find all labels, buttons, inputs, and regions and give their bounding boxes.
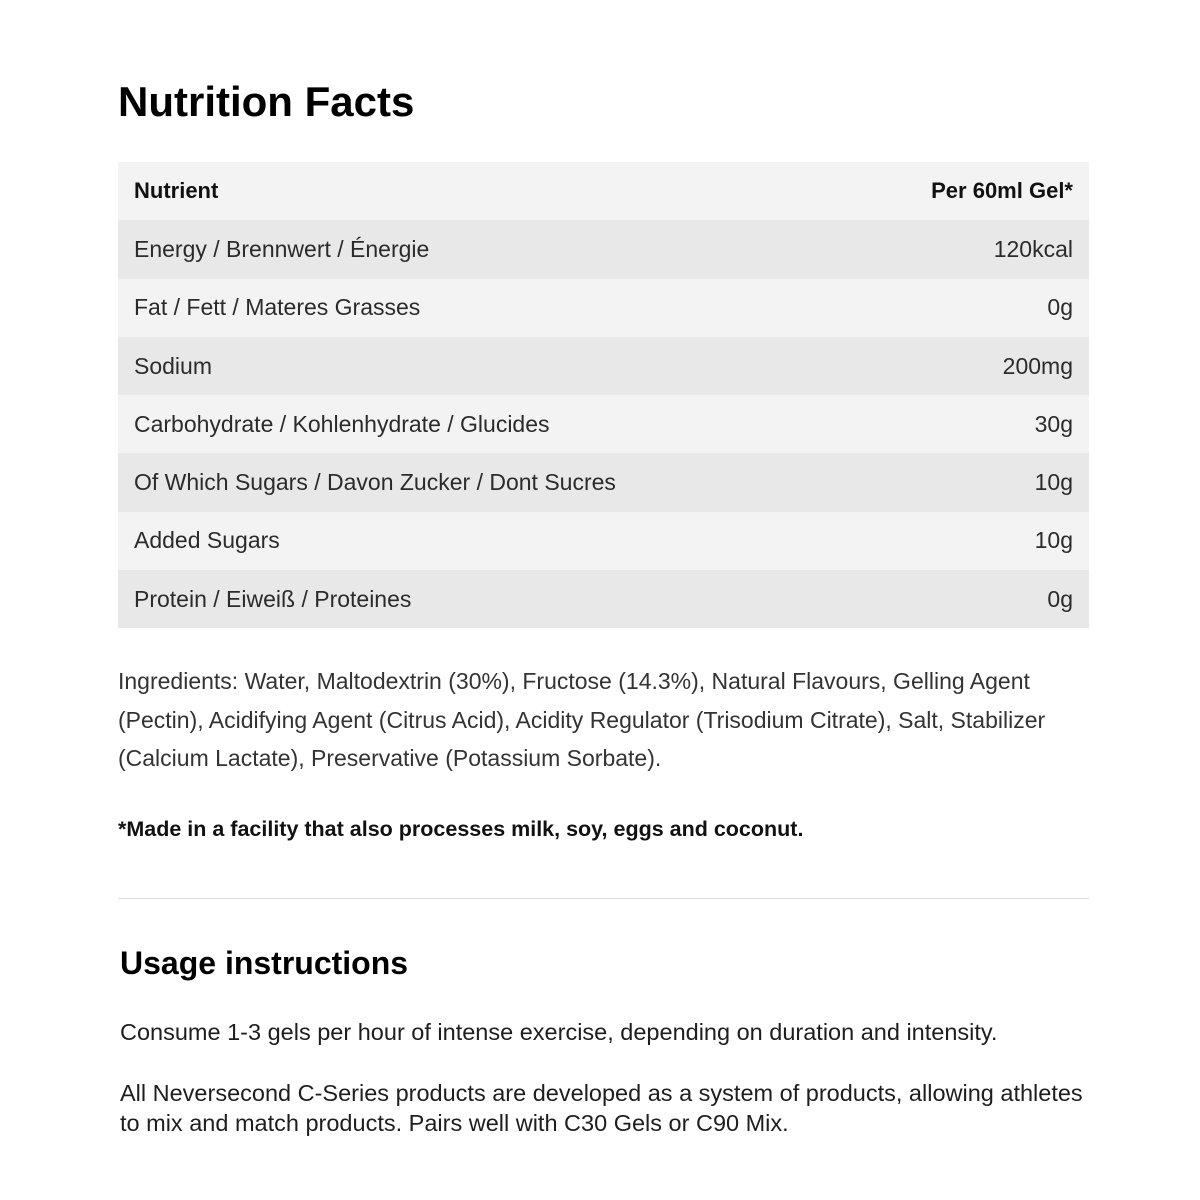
usage-paragraph-2: All Neversecond C-Series products are developed as a system of products, allowing athletes to mix and match products. Pairs well with C30 Gels or C90 Mix. [120, 1080, 1083, 1136]
table-row [118, 395, 1089, 453]
nutrient-value: 200mg [1002, 352, 1073, 379]
table-header-row [118, 162, 1089, 220]
ingredients-text: Ingredients: Water, Maltodextrin (30%), Fructose (14.3%), Natural Flavours, Gelling Agent (Pectin), Acidifying Agent (Citrus Acid), Acidity Regulator (Trisodium Citrate), Salt, Stabilizer (Calcium Lactate), Preservative (Potassium Sorbate). [118, 668, 1046, 771]
column-header-nutrient: Nutrient [134, 178, 219, 204]
nutrient-value: 0g [1047, 585, 1073, 612]
nutrient-value: 0g [1047, 294, 1073, 321]
nutrition-table [118, 162, 1089, 628]
page-title: Nutrition Facts [118, 78, 415, 125]
nutrient-name: Energy / Brennwert / Énergie [134, 235, 430, 262]
nutrient-value: 10g [1034, 527, 1073, 554]
nutrient-value: 120kcal [993, 235, 1073, 262]
nutrient-name: Sodium [134, 352, 212, 379]
nutrient-value: 30g [1034, 410, 1073, 437]
table-row [118, 337, 1089, 395]
nutrient-name: Carbohydrate / Kohlenhydrate / Glucides [134, 410, 550, 437]
nutrient-name: Of Which Sugars / Davon Zucker / Dont Sucres [134, 469, 616, 496]
nutrient-name: Fat / Fett / Materes Grasses [134, 294, 421, 321]
usage-paragraph-1: Consume 1-3 gels per hour of intense exercise, depending on duration and intensity. [120, 1019, 998, 1045]
table-row [118, 220, 1089, 278]
column-header-value: Per 60ml Gel* [931, 178, 1073, 204]
table-row [118, 512, 1089, 570]
nutrient-name: Added Sugars [134, 527, 280, 554]
allergen-note: *Made in a facility that also processes milk, soy, eggs and coconut. [118, 817, 804, 841]
usage-title: Usage instructions [120, 945, 409, 981]
table-row [118, 279, 1089, 337]
nutrient-name: Protein / Eiweiß / Proteines [134, 585, 412, 612]
table-row [118, 453, 1089, 511]
nutrient-value: 10g [1034, 469, 1073, 496]
section-divider [118, 898, 1089, 899]
table-row [118, 570, 1089, 628]
